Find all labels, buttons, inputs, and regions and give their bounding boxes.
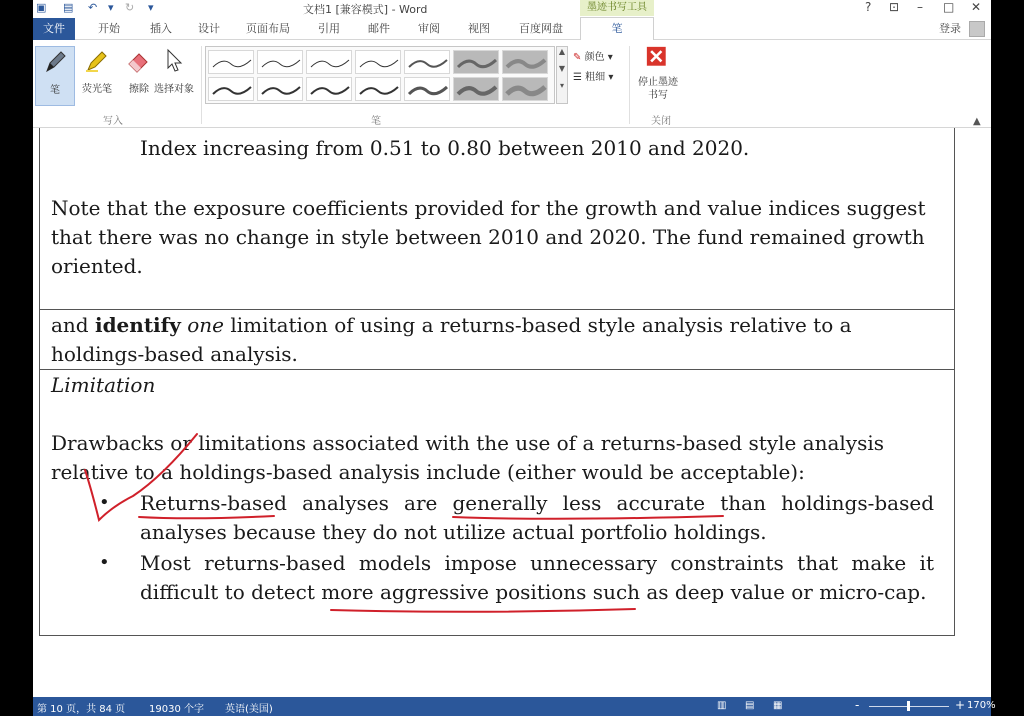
read-mode-icon[interactable]: ▥ [717, 700, 727, 711]
undo-dropdown-icon[interactable]: ▾ [108, 1, 114, 14]
pen-style-option[interactable] [306, 50, 352, 74]
pen-stroke-icon [503, 51, 549, 75]
word-logo-icon: ▣ [36, 1, 47, 14]
tab-mailings[interactable]: 邮件 [368, 22, 390, 35]
zoom-slider-thumb[interactable] [907, 701, 910, 711]
highlighter-icon [83, 46, 111, 74]
ribbon-display-options-icon[interactable]: ⊡ [889, 0, 900, 14]
pen-stroke-icon [356, 78, 402, 102]
sign-in-link[interactable]: 登录 [939, 22, 961, 35]
tab-insert[interactable]: 插入 [150, 22, 172, 35]
pen-stroke-icon [209, 51, 255, 75]
pen-style-option[interactable] [257, 50, 303, 74]
highlighter-button[interactable] [77, 46, 117, 106]
bullet2-word: returns-based [204, 551, 346, 575]
print-layout-icon[interactable]: ▤ [745, 700, 755, 711]
bullet2-word: constraints [670, 551, 784, 575]
help-icon[interactable]: ? [865, 0, 872, 14]
stop-inking-button[interactable] [635, 46, 681, 106]
pen-style-option[interactable] [453, 77, 499, 101]
zoom-in-button[interactable]: + [955, 698, 966, 712]
pen-color-icon: ✎ [573, 52, 582, 63]
bullet1-line-2: analyses because they do not utilize actual portfolio holdings. [140, 520, 767, 544]
customize-toolbar-icon[interactable]: ▾ [148, 1, 154, 14]
line-weight-icon: ☰ [573, 72, 582, 83]
pen-style-option[interactable] [355, 77, 401, 101]
zoom-level[interactable]: 170% [967, 700, 996, 711]
ink-annotations [33, 128, 991, 697]
ribbon-separator [629, 46, 630, 124]
bullet1-word: than [720, 491, 766, 515]
group-label-write: 写入 [103, 116, 123, 127]
pen-style-option[interactable] [404, 77, 450, 101]
title-bar [33, 0, 991, 16]
bullet1-word: Returns-based [140, 491, 287, 515]
pen-icon [41, 47, 69, 75]
word-window [33, 0, 996, 716]
note-line-1: Note that the exposure coefficients provided for the growth and value indices suggest [51, 196, 926, 220]
bullet2-word: make [851, 551, 907, 575]
bullet2-word: unnecessary [530, 551, 657, 575]
ribbon-separator [201, 46, 202, 124]
select-objects-label: 选择对象 [154, 84, 194, 95]
pen-style-option[interactable] [502, 50, 548, 74]
ribbon [33, 40, 991, 128]
pen-stroke-icon [405, 51, 451, 75]
bullet1-word: generally [452, 491, 548, 515]
bullet2-line-2: difficult to detect more aggressive positions such as deep value or micro-cap. [140, 580, 927, 604]
tab-page-layout[interactable]: 页面布局 [246, 22, 290, 35]
drawbacks-line-2: relative to a holdings-based analysis include (either would be acceptable): [51, 460, 805, 484]
pen-style-option[interactable] [355, 50, 401, 74]
tab-design[interactable]: 设计 [198, 22, 220, 35]
pen-stroke-icon [209, 78, 255, 102]
pen-button-label: 笔 [50, 85, 60, 96]
pen-stroke-icon [454, 78, 500, 102]
gallery-down-icon[interactable]: ▼ [558, 64, 566, 73]
note-line-2: that there was no change in style between 2010 and 2020. The fund remained growth [51, 225, 925, 249]
maximize-icon[interactable]: □ [943, 0, 955, 14]
word-count[interactable]: 19030 个字 [149, 704, 204, 715]
bullet1-word: less [562, 491, 602, 515]
bullet2-word: that [797, 551, 839, 575]
tab-home[interactable]: 开始 [98, 22, 120, 35]
pen-button[interactable] [35, 46, 75, 106]
pen-style-gallery [205, 46, 555, 104]
group-label-close: 关闭 [651, 116, 671, 127]
pen-stroke-icon [307, 78, 353, 102]
tab-view[interactable]: 视图 [468, 22, 490, 35]
bullet1-word: are [404, 491, 438, 515]
pen-style-option[interactable] [453, 50, 499, 74]
ribbon-tabs [33, 16, 991, 40]
ink-tools-context-label: 墨迹书写工具 [580, 0, 654, 16]
pen-stroke-icon [405, 78, 451, 102]
bullet2-word: impose [444, 551, 517, 575]
question-italic: one [187, 313, 225, 337]
ink-underline-returns-based [139, 516, 274, 518]
chevron-down-icon: ▾ [608, 72, 614, 83]
page-count[interactable]: 第 10 页，共 84 页 [37, 704, 126, 715]
select-objects-button[interactable] [147, 46, 201, 106]
bullet1-word: accurate [616, 491, 706, 515]
limitation-heading: Limitation [51, 373, 156, 397]
undo-icon[interactable]: ↶ [88, 1, 98, 14]
highlighter-label: 荧光笔 [82, 84, 112, 95]
avatar[interactable] [969, 21, 985, 37]
chevron-down-icon: ▾ [607, 52, 613, 63]
zoom-out-button[interactable]: - [855, 698, 860, 712]
stop-inking-label: 停止墨迹书写 [638, 77, 678, 101]
web-layout-icon[interactable]: ▦ [773, 700, 783, 711]
question-rest: limitation of using a returns-based style analysis relative to a [224, 313, 852, 337]
tab-references[interactable]: 引用 [318, 22, 340, 35]
bullet2-word: models [358, 551, 432, 575]
pen-style-option[interactable] [208, 50, 254, 74]
bullet1-word: holdings-based [781, 491, 934, 515]
drawbacks-line-1: Drawbacks or limitations associated with the use of a returns-based style analysis [51, 431, 885, 455]
cursor-arrow-icon [160, 46, 188, 74]
pen-stroke-icon [258, 78, 304, 102]
gallery-up-icon[interactable]: ▲ [558, 47, 566, 56]
index-line: Index increasing from 0.51 to 0.80 between 2010 and 2020. [140, 136, 750, 160]
ink-underline-aggressive-positions [331, 609, 635, 612]
document-title: 文档1 [兼容模式] - Word [303, 3, 428, 16]
pen-style-option[interactable] [502, 77, 548, 101]
ink-checkmark [85, 434, 197, 520]
group-label-pens: 笔 [371, 116, 381, 127]
eraser-label: 擦除 [129, 84, 149, 95]
bullet2-word: Most [140, 551, 191, 575]
question-line-2: holdings-based analysis. [51, 342, 298, 366]
pen-thickness-button[interactable] [573, 68, 613, 83]
gallery-scroll[interactable] [556, 46, 568, 104]
pen-stroke-icon [258, 51, 304, 75]
gallery-more-icon[interactable]: ▾ [559, 81, 564, 90]
pen-style-option[interactable] [306, 77, 352, 101]
pen-stroke-icon [356, 51, 402, 75]
pen-color-button[interactable] [573, 48, 613, 63]
bullet2-word: it [919, 551, 934, 575]
ink-underline-generally-less-accurate [453, 516, 723, 519]
bullet1-word: analyses [302, 491, 389, 515]
tab-pen[interactable]: 笔 [580, 17, 654, 41]
tab-file[interactable]: 文件 [33, 18, 75, 40]
document-area[interactable] [33, 128, 991, 697]
pen-stroke-icon [307, 51, 353, 75]
status-bar [33, 697, 996, 716]
question-bold: identify [94, 313, 181, 337]
question-prefix: and [51, 313, 95, 337]
pen-style-option[interactable] [404, 50, 450, 74]
minimize-icon[interactable]: – [917, 0, 923, 14]
pen-style-option[interactable] [257, 77, 303, 101]
pen-stroke-icon [503, 78, 549, 102]
bullet-marker: • [99, 492, 110, 513]
tab-review[interactable]: 审阅 [418, 22, 440, 35]
close-icon[interactable]: ✕ [971, 0, 982, 14]
stop-x-icon [646, 46, 670, 70]
language-indicator[interactable]: 英语(美国) [225, 704, 273, 715]
pen-thickness-label: 粗细 [585, 72, 606, 83]
redo-icon[interactable]: ↻ [125, 1, 135, 14]
tab-baidu-netdisk[interactable]: 百度网盘 [519, 22, 563, 35]
save-icon[interactable]: ▤ [63, 1, 74, 14]
pen-style-option[interactable] [208, 77, 254, 101]
collapse-ribbon-icon[interactable]: ▲ [973, 116, 981, 127]
pen-color-label: 颜色 [584, 52, 605, 63]
pen-stroke-icon [454, 51, 500, 75]
bullet-marker: • [99, 552, 110, 573]
note-line-3: oriented. [51, 254, 143, 278]
